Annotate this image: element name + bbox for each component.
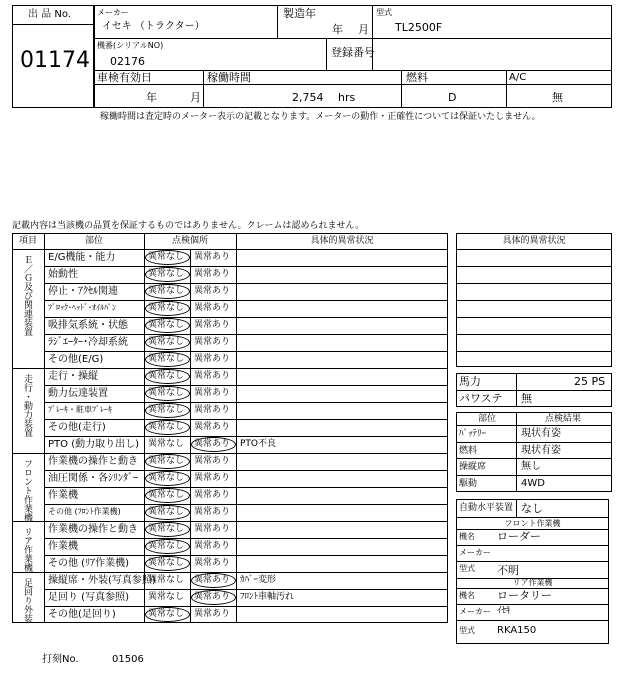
- part-name: その他 (ﾌﾛﾝﾄ作業機): [48, 507, 121, 516]
- col-check-header: 点検個所: [171, 236, 208, 246]
- result-part: ﾊﾞｯﾃﾘｰ: [459, 429, 487, 439]
- col-detail-header: 具体的異常状況: [310, 236, 374, 246]
- normal-option[interactable]: 異常なし: [148, 524, 185, 534]
- power-steering-value: 無: [521, 392, 532, 405]
- abnormal-option[interactable]: 異常あり: [194, 473, 231, 483]
- normal-option[interactable]: 異常なし: [148, 507, 185, 517]
- rear-name-value: ロータリー: [497, 589, 552, 602]
- result-part: 駆動: [459, 479, 478, 490]
- part-name: その他(E/G): [48, 354, 104, 365]
- registration-label: 登録番号: [331, 46, 375, 59]
- part-name: 作業機の操作と動き: [48, 524, 138, 535]
- result-part: 燃料: [459, 445, 478, 456]
- result-value: 現状有姿: [521, 428, 561, 439]
- normal-option[interactable]: 異常なし: [148, 575, 185, 585]
- abnormal-option[interactable]: 異常あり: [194, 456, 231, 466]
- normal-option[interactable]: 異常なし: [148, 388, 185, 398]
- abnormal-option[interactable]: 異常あり: [194, 371, 231, 381]
- abnormal-option[interactable]: 異常あり: [194, 286, 231, 296]
- normal-selected-circle: [145, 335, 190, 350]
- part-name: 走行・操縦: [48, 371, 98, 382]
- result-part: 操縦席: [459, 462, 487, 473]
- normal-option[interactable]: 異常なし: [148, 456, 185, 466]
- col-item-header: 項目: [18, 236, 37, 246]
- detail-text: ｶﾊﾞｰ変形: [240, 575, 277, 585]
- part-name: E/G機能・能力: [48, 252, 116, 263]
- normal-option[interactable]: 異常なし: [148, 405, 185, 415]
- part-name: その他 (ﾘｱ作業機): [48, 558, 129, 569]
- abnormal-option[interactable]: 異常あり: [194, 354, 231, 364]
- normal-selected-circle: [145, 301, 190, 316]
- abnormal-option[interactable]: 異常あり: [194, 507, 231, 517]
- rear-model-label: 型式: [459, 626, 475, 635]
- normal-selected-circle: [145, 505, 190, 520]
- part-name: 作業機: [48, 490, 78, 501]
- normal-selected-circle: [145, 403, 190, 418]
- group-label: フロント作業機: [22, 459, 32, 522]
- lot-number: 01174: [20, 48, 90, 73]
- abnormal-option[interactable]: 異常あり: [194, 405, 231, 415]
- fuel-label: 燃料: [406, 71, 428, 84]
- stamp-value: 01506: [112, 654, 144, 665]
- result-value: 無し: [521, 461, 541, 473]
- normal-selected-circle: [145, 488, 190, 503]
- normal-option[interactable]: 異常なし: [148, 439, 185, 449]
- hours-value: 2,754: [292, 91, 324, 104]
- abnormal-option[interactable]: 異常あり: [194, 303, 231, 313]
- normal-selected-circle: [145, 539, 190, 554]
- normal-selected-circle: [145, 284, 190, 299]
- abnormal-option[interactable]: 異常あり: [194, 609, 231, 619]
- normal-selected-circle: [145, 369, 190, 384]
- front-model-label: 型式: [459, 564, 475, 573]
- group-label: リア作業機: [22, 527, 32, 572]
- rear-name-label: 機名: [459, 591, 475, 600]
- part-name: 吸排気系統・状態: [48, 320, 128, 331]
- part-name: 油圧関係・各ｼﾘﾝﾀﾞｰ: [48, 473, 138, 484]
- normal-option[interactable]: 異常なし: [148, 422, 185, 432]
- results-part-header: 部位: [478, 414, 497, 424]
- group-label: 走行・動力装置: [22, 374, 32, 437]
- hours-note: 稼働時間は査定時のメーター表示の記載となります。メーターの動作・正確性については保証いたしません。: [100, 112, 541, 122]
- abnormal-option[interactable]: 異常あり: [194, 575, 231, 585]
- rear-maker-value: ｲｾｷ: [497, 606, 511, 616]
- hours-unit: hrs: [338, 91, 356, 104]
- normal-selected-circle: [145, 386, 190, 401]
- normal-option[interactable]: 異常なし: [148, 354, 185, 364]
- disclaimer: 記載内容は当該機の品質を保証するものではありません。クレームは認められません。: [12, 221, 365, 231]
- front-maker-label: メーカー: [459, 548, 491, 557]
- normal-selected-circle: [145, 420, 190, 435]
- front-name-label: 機名: [459, 532, 475, 541]
- model-value: TL2500F: [395, 21, 443, 34]
- normal-option[interactable]: 異常なし: [148, 320, 185, 330]
- part-name: ﾌﾞﾚｰｷ・駐車ﾌﾞﾚｰｷ: [48, 405, 112, 414]
- lot-label: 出 品 No.: [28, 9, 71, 20]
- abnormal-option[interactable]: 異常あり: [194, 541, 231, 551]
- abnormal-option[interactable]: 異常あり: [194, 592, 231, 602]
- hours-label: 稼働時間: [207, 71, 251, 84]
- normal-option[interactable]: 異常なし: [148, 473, 185, 483]
- normal-option[interactable]: 異常なし: [148, 558, 185, 568]
- col-part-header: 部位: [84, 236, 103, 246]
- normal-selected-circle: [145, 454, 190, 469]
- part-name: ﾌﾞﾛｯｸ･ﾍｯﾄﾞ･ｵｲﾙﾊﾟﾝ: [48, 303, 116, 312]
- auto-level-label: 自動水平装置: [459, 503, 514, 513]
- abnormal-option[interactable]: 異常あり: [194, 558, 231, 568]
- horsepower-value: 25 PS: [574, 375, 606, 388]
- part-name: 操縦席・外装(写真参照): [48, 575, 156, 586]
- normal-selected-circle: [145, 471, 190, 486]
- normal-selected-circle: [145, 267, 190, 282]
- front-model-value: 不明: [497, 564, 519, 577]
- year-label: 製造年: [283, 7, 316, 20]
- normal-option[interactable]: 異常なし: [148, 269, 185, 279]
- ac-label: A/C: [509, 72, 527, 83]
- rear-model-value: RKA150: [497, 625, 537, 636]
- normal-option[interactable]: 異常なし: [148, 541, 185, 551]
- result-value: 現状有姿: [521, 444, 561, 456]
- normal-selected-circle: [145, 556, 190, 571]
- part-name: 作業機: [48, 541, 78, 552]
- normal-option[interactable]: 異常なし: [148, 303, 185, 313]
- stamp-label: 打刻No.: [42, 654, 79, 665]
- results-result-header: 点検結果: [545, 414, 582, 424]
- serial-label: 機番(シリアルNO): [97, 41, 164, 50]
- part-name: その他(足回り): [48, 609, 116, 620]
- front-attachment-header: フロント作業機: [504, 519, 561, 528]
- year-unit-month: 月: [358, 23, 369, 36]
- abnormal-option[interactable]: 異常あり: [194, 490, 231, 500]
- inspection-month: 月: [190, 91, 201, 104]
- horsepower-label: 馬力: [459, 375, 481, 388]
- abnormal-option[interactable]: 異常あり: [194, 439, 231, 449]
- normal-selected-circle: [145, 607, 190, 622]
- part-name: ﾗｼﾞｴｰﾀｰ･冷却系統: [48, 337, 128, 348]
- inspection-label: 車検有効日: [97, 71, 152, 84]
- abnormal-selected-circle: [191, 573, 236, 588]
- abnormal-option[interactable]: 異常あり: [194, 422, 231, 432]
- normal-selected-circle: [145, 318, 190, 333]
- abnormal-option[interactable]: 異常あり: [194, 524, 231, 534]
- part-name: 停止・ｱｸｾﾙ関連: [48, 286, 118, 297]
- group-label: Ｅ／Ｇ及び関連装置: [22, 255, 32, 336]
- maker-label: メーカー: [97, 8, 129, 17]
- abnormal-option[interactable]: 異常あり: [194, 252, 231, 262]
- detail-text: ﾌﾛﾝﾄ車軸汚れ: [240, 592, 295, 602]
- normal-option[interactable]: 異常なし: [148, 490, 185, 500]
- power-steering-label: パワステ: [459, 392, 503, 405]
- abnormal-option[interactable]: 異常あり: [194, 337, 231, 347]
- normal-selected-circle: [145, 522, 190, 537]
- part-name: 足回り (写真参照): [48, 592, 129, 603]
- group-label: 足回り外装: [22, 578, 32, 623]
- result-value: 4WD: [521, 478, 545, 490]
- normal-option[interactable]: 異常なし: [148, 371, 185, 381]
- normal-option[interactable]: 異常なし: [148, 592, 185, 602]
- fuel-value: D: [448, 91, 457, 104]
- part-name: 作業機の操作と動き: [48, 456, 138, 467]
- normal-option[interactable]: 異常なし: [148, 337, 185, 347]
- rear-maker-label: メーカー: [459, 607, 491, 616]
- abnormal-option[interactable]: 異常あり: [194, 269, 231, 279]
- abnormal-selected-circle: [191, 590, 236, 605]
- serial-value: 02176: [110, 55, 145, 68]
- maker-value: イセキ （トラクター）: [102, 21, 205, 32]
- normal-option[interactable]: 異常なし: [148, 252, 185, 262]
- auto-level-value: なし: [521, 502, 543, 515]
- part-name: その他(走行): [48, 422, 106, 433]
- ac-value: 無: [552, 91, 563, 104]
- front-name-value: ローダー: [497, 530, 541, 543]
- rear-attachment-header: リア作業機: [512, 578, 553, 587]
- normal-option[interactable]: 異常なし: [148, 609, 185, 619]
- normal-selected-circle: [145, 352, 190, 367]
- detail-text: PTO不良: [240, 439, 277, 449]
- abnormal-selected-circle: [191, 437, 236, 452]
- part-name: 動力伝達装置: [48, 388, 108, 399]
- year-unit-year: 年: [332, 23, 343, 36]
- normal-option[interactable]: 異常なし: [148, 286, 185, 296]
- normal-selected-circle: [145, 250, 190, 265]
- model-label: 型式: [376, 8, 392, 17]
- abnormal-option[interactable]: 異常あり: [194, 388, 231, 398]
- inspection-year: 年: [146, 91, 157, 104]
- part-name: PTO (動力取り出し): [48, 439, 139, 450]
- abnormal-option[interactable]: 異常あり: [194, 320, 231, 330]
- part-name: 始動性: [48, 269, 78, 280]
- detail-panel-header: 具体的異常状況: [502, 236, 566, 246]
